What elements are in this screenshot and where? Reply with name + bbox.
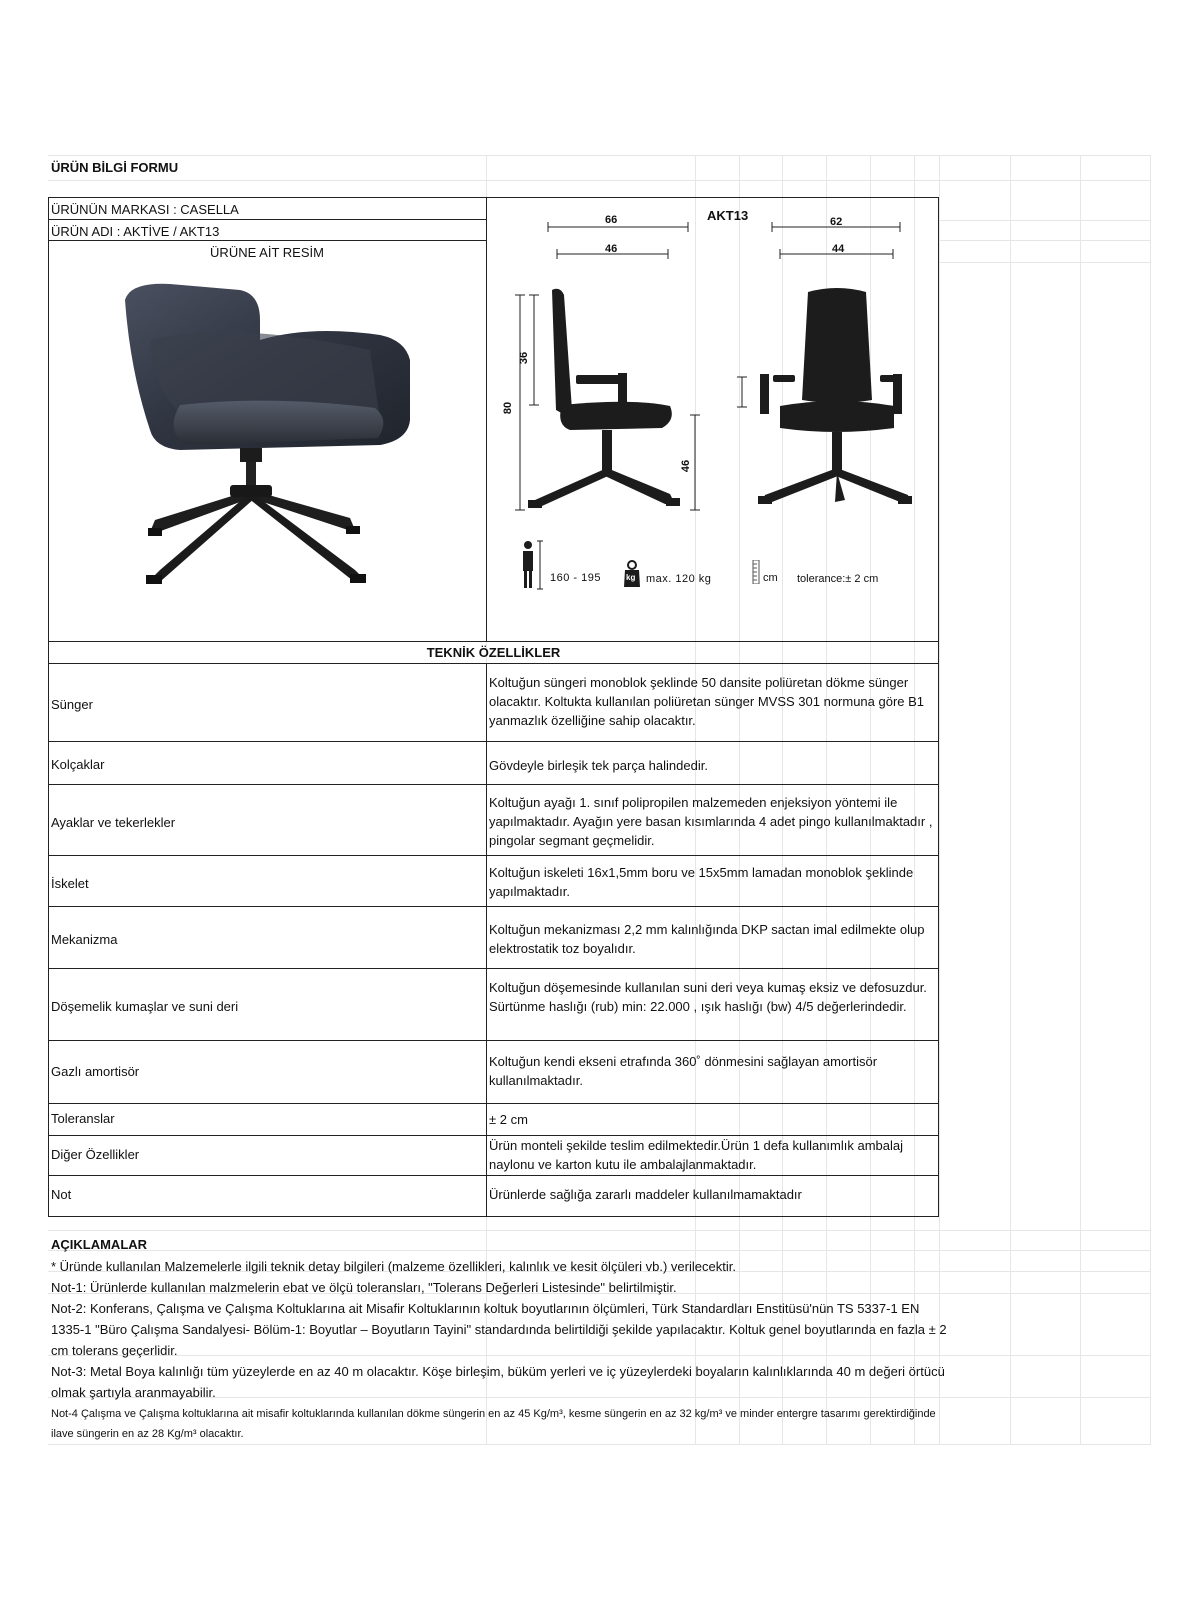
specs-title: TEKNİK ÖZELLİKLER (426, 645, 561, 660)
spec-value-amortisor: Koltuğun kendi ekseni etrafında 360˚ dönmesini sağlayan amortisör kullanılmaktadır. (489, 1054, 878, 1088)
spec-label-ayaklar: Ayaklar ve tekerlekler (51, 815, 176, 830)
note-star: * Üründe kullanılan Malzemelerle ilgili teknik detay bilgileri (malzeme özellikleri, kalınlık ve kesit ölçüleri vb.) verilecektir. (51, 1259, 736, 1274)
spec-label-kolcaklar: Kolçaklar (51, 757, 105, 772)
spec-value-toleranslar: ± 2 cm (489, 1112, 528, 1127)
dim-side-seat-width: 46 (605, 243, 618, 255)
note-1: Not-1: Ürünlerde kullanılan malzmelerin ebat ve ölçü toleransları, "Tolerans Değerleri Listesinde" belirtilmiştir. (51, 1280, 677, 1295)
dim-total-height: 80 (502, 401, 515, 415)
spec-value-ayaklar: Koltuğun ayağı 1. sınıf polipropilen malzemeden enjeksiyon yöntemi ile yapılmaktadır. Ayağın yere basan kısımlarında 4 adet pingo kullanılmaktadır , pingolar segmant geçmelidir. (489, 795, 933, 848)
spec-value-diger: Ürün monteli şekilde teslim edilmektedir.Ürün 1 defa kullanımlık ambalaj naylonu ve karton kutu ile ambalajlanmaktadır. (489, 1138, 904, 1172)
spec-label-not: Not (51, 1187, 72, 1202)
dim-front-width: 62 (830, 216, 843, 228)
dim-side-width: 66 (605, 214, 618, 226)
spec-label-toleranslar: Toleranslar (51, 1111, 115, 1126)
notes-title: AÇIKLAMALAR (51, 1237, 148, 1252)
spec-label-doseme: Döşemelik kumaşlar ve suni deri (51, 999, 239, 1014)
weight-icon-label: kg (626, 573, 636, 582)
spec-label-sunger: Sünger (51, 697, 93, 712)
spec-label-amortisor: Gazlı amortisör (51, 1064, 140, 1079)
image-caption: ÜRÜNE AİT RESİM (210, 245, 324, 260)
person-icon (520, 540, 546, 590)
dimension-drawing (490, 210, 936, 520)
note-2: Not-2: Konferans, Çalışma ve Çalışma Koltuklarına ait Misafir Koltuklarının koltuk boyutlarının ölçümleri, Türk Standardları Enstitüsü'nün TS 5337-1 EN 1335-1 "Büro Çalışma Sandalyesi- Bölüm-1: Boyutlar – Boyutların Tayini" standardında belirtildiği şekilde yapılacaktır. Koltuk genel boyutlarında en fazla ± 2 cm tolerans geçerlidir. (51, 1301, 947, 1358)
drawing-model: AKT13 (707, 208, 749, 223)
spec-value-iskelet: Koltuğun iskeleti 16x1,5mm boru ve 15x5mm lamadan monoblok şeklinde yapılmaktadır. (489, 865, 914, 899)
user-height: 160 - 195 (550, 572, 601, 584)
spec-label-mekanizma: Mekanizma (51, 932, 118, 947)
spec-value-sunger: Koltuğun süngeri monoblok şeklinde 50 dansite poliüretan dökme sünger olacaktır. Koltukta kullanılan poliüretan sünger MVSS 301 normuna göre B1 yanmazlık özelliğine sahip olacaktır. (489, 675, 925, 728)
spec-label-diger: Diğer Özellikler (51, 1147, 140, 1162)
chair-photo (110, 280, 430, 610)
spec-label-iskelet: İskelet (51, 876, 89, 891)
spec-value-doseme: Koltuğun döşemesinde kullanılan suni deri veya kumaş eksiz ve defosuzdur. Sürtünme haslığı (rub) min: 22.000 , ışık haslığı (bw) 4/5 değerlerindedir. (489, 980, 927, 1014)
note-3: Not-3: Metal Boya kalınlığı tüm yüzeylerde en az 40 m olacaktır. Köşe birleşim, büküm yerleri ve iç yüzeylerdeki boyaların kalınlıklarında 40 m değeri örtücü olmak şartıyla aranmayabilir. (51, 1364, 945, 1400)
note-4: Not-4 Çalışma ve Çalışma koltuklarına ait misafir koltuklarında kullanılan dökme süngerin en az 45 Kg/m³, kesme süngerin en az 32 kg/m³ ve minder entergre tasarımı gerektirdiğinde ilave süngerin en az 28 Kg/m³ olacaktır. (51, 1408, 936, 1440)
dim-front-seat-width: 44 (832, 243, 845, 255)
product-name-line: ÜRÜN ADI : AKTİVE / AKT13 (51, 224, 220, 239)
max-weight: max. 120 kg (646, 573, 712, 585)
spec-value-mekanizma: Koltuğun mekanizması 2,2 mm kalınlığında DKP sactan imal edilmekte olup elektrostatik toz boyalıdır. (489, 922, 925, 956)
header-divider (486, 197, 487, 642)
tolerance-label: tolerance:± 2 cm (797, 573, 879, 585)
spec-value-kolcaklar: Gövdeyle birleşik tek parça halindedir. (489, 758, 708, 773)
unit-label: cm (763, 572, 778, 584)
dim-seat-height: 46 (680, 459, 693, 473)
spec-value-not: Ürünlerde sağlığa zararlı maddeler kullanılmamaktadır (489, 1187, 802, 1202)
brand-line: ÜRÜNÜN MARKASI : CASELLA (51, 202, 239, 217)
ruler-icon (752, 560, 760, 584)
form-title: ÜRÜN BİLGİ FORMU (51, 160, 179, 175)
dim-back-height: 36 (518, 351, 531, 365)
